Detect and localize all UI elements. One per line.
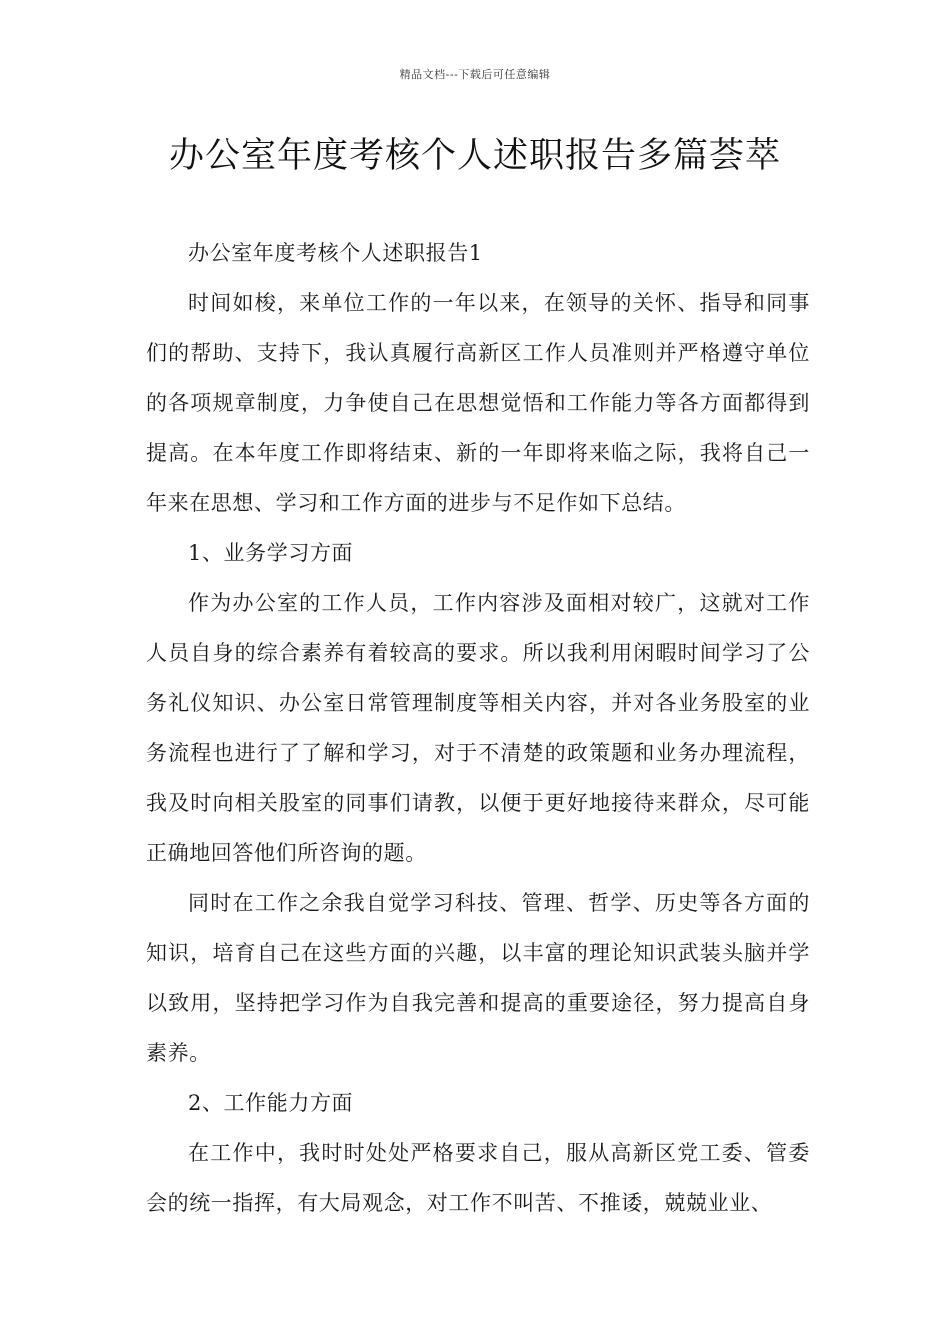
document-title: 办公室年度考核个人述职报告多篇荟萃 <box>168 136 781 176</box>
document-body <box>146 228 810 1228</box>
section-heading: 办公室年度考核个人述职报告1 <box>188 241 483 265</box>
section-heading: 2、工作能力方面 <box>188 1091 354 1115</box>
body-paragraph: 作为办公室的工作人员，工作内容涉及面相对较广，这就对工作人员自身的综合素养有着较高的要求。所以我利用闲暇时间学习了公务礼仪知识、办公室日常管理制度等相关内容，并对各业务股室的业务流程也进行了了解和学习，对于不清楚的政策题和业务办理流程，我及时向相关股室的同事们请教，以便于更好地接待来群众，尽可能正确地回答他们所咨询的题。 <box>146 591 810 865</box>
section-heading: 1、业务学习方面 <box>188 541 354 565</box>
body-paragraph: 时间如梭，来单位工作的一年以来，在领导的关怀、指导和同事们的帮助、支持下，我认真履行高新区工作人员准则并严格遵守单位的各项规章制度，力争使自己在思想觉悟和工作能力等各方面都得到提高。在本年度工作即将结束、新的一年即将来临之际，我将自己一年来在思想、学习和工作方面的进步与不足作如下总结。 <box>146 291 810 515</box>
header-note: 精品文档---下载后可任意编辑 <box>399 68 551 81</box>
body-paragraph: 在工作中，我时时处处严格要求自己，服从高新区党工委、管委会的统一指挥，有大局观念，对工作不叫苦、不推诿，兢兢业业、 <box>146 1141 810 1215</box>
body-paragraph: 同时在工作之余我自觉学习科技、管理、哲学、历史等各方面的知识，培育自己在这些方面的兴趣，以丰富的理论知识武装头脑并学以致用，坚持把学习作为自我完善和提高的重要途径，努力提高自身素养。 <box>146 891 810 1065</box>
